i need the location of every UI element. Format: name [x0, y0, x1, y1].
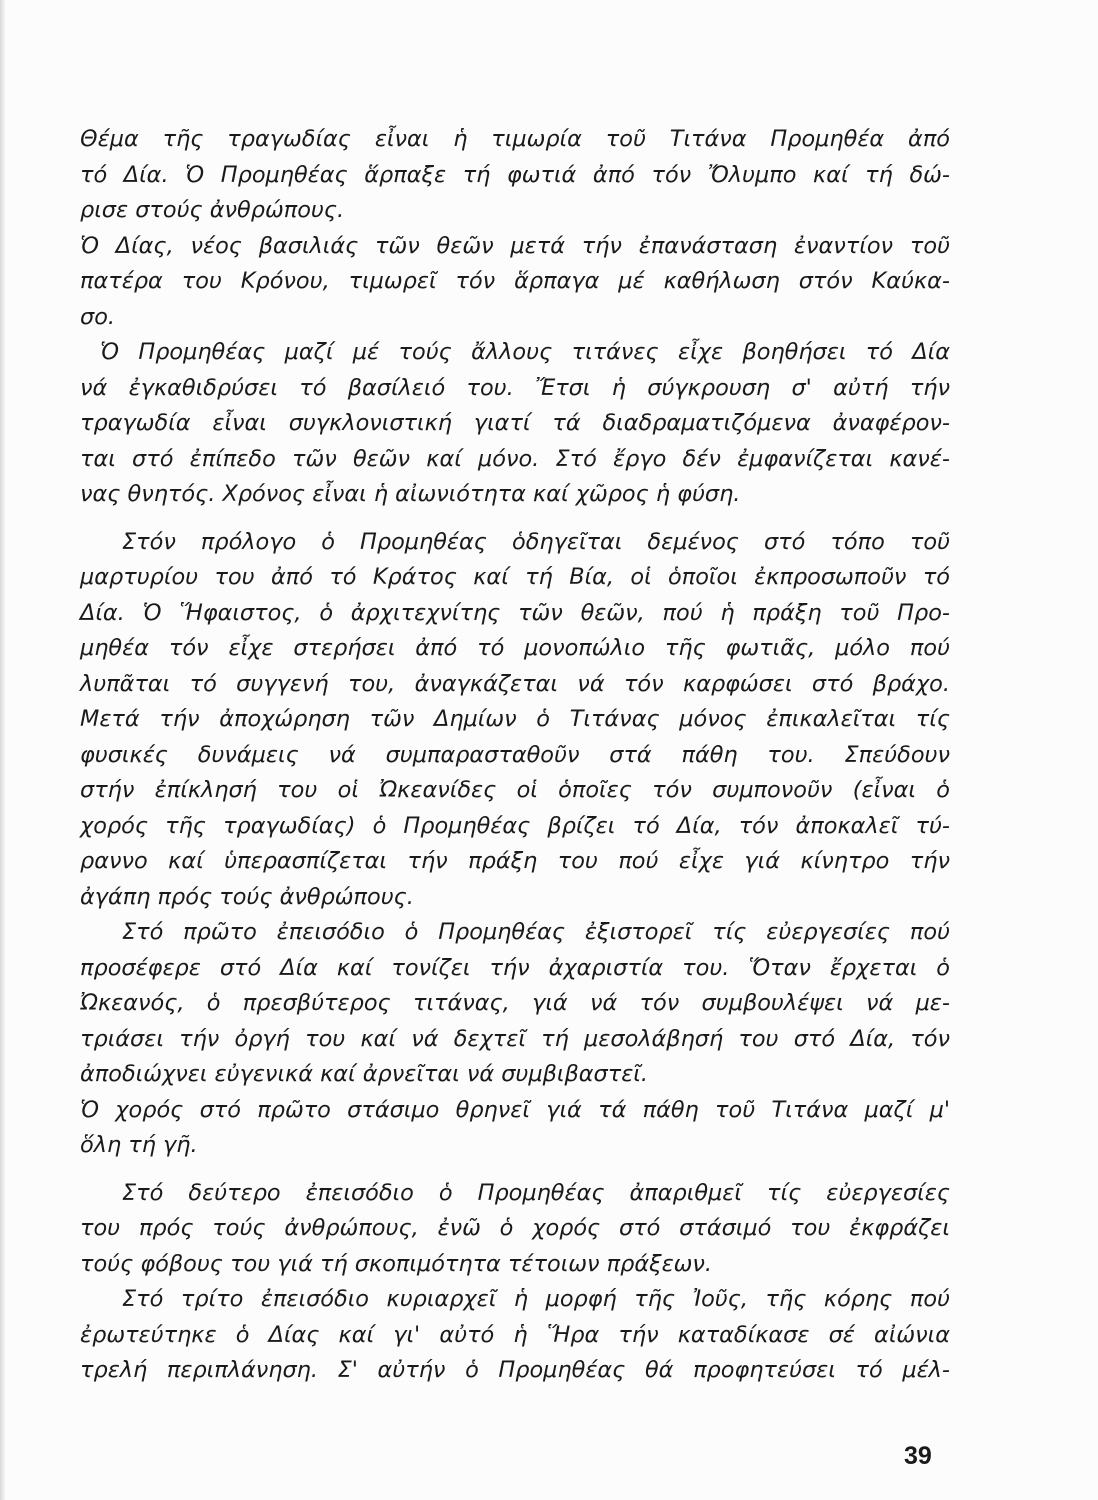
text-line: νά ἐγκαθιδρύσει τό βασίλειό του. Ἔτσι ἡ σύγκρουση σ' αὐτή τήν — [80, 374, 950, 401]
text-line: Δία. Ὁ Ἥφαιστος, ὁ ἀρχιτεχνίτης τῶν θεῶν, πού ἡ πράξη τοῦ Προ- — [80, 599, 950, 626]
text-line: Ὁ χορός στό πρῶτο στάσιμο θρηνεῖ γιά τά πάθη τοῦ Τιτάνα μαζί μ' — [80, 1096, 950, 1123]
text-line: φυσικές δυνάμεις νά συμπαρασταθοῦν στά πάθη του. Σπεύδουν — [80, 741, 950, 768]
text-line: Στό δεύτερο ἐπεισόδιο ὁ Προμηθέας ἀπαριθμεῖ τίς εὐεργεσίες — [122, 1179, 950, 1206]
paragraph-gap — [80, 1164, 950, 1176]
paragraph-first-episode — [80, 915, 950, 1093]
text-line: ραννο καί ὑπερασπίζεται τήν πράξη του πού εἶχε γιά κίνητρο τήν — [80, 848, 950, 874]
text-line: τρελή περιπλάνηση. Σ' αὐτήν ὁ Προμηθέας θά προφητεύσει τό μέλ- — [80, 1357, 950, 1383]
text-line: πατέρα του Κρόνου, τιμωρεῖ τόν ἅρπαγα μέ καθήλωση στόν Καύκα- — [80, 268, 950, 294]
text-line: ἐρωτεύτηκε ὁ Δίας καί γι' αὐτό ἡ Ἥρα τήν καταδίκασε σέ αἰώνια — [80, 1321, 950, 1348]
text-line: νας θνητός. Χρόνος εἶναι ἡ αἰωνιότητα καί χῶρος ἡ φύση. — [80, 481, 741, 507]
text-line: στήν ἐπίκλησή του οἱ Ὠκεανίδες οἱ ὁποῖες τόν συμπονοῦν (εἶναι ὁ — [80, 777, 950, 803]
text-line: Στό πρῶτο ἐπεισόδιο ὁ Προμηθέας ἐξιστορεῖ τίς εὐεργεσίες πού — [122, 919, 950, 945]
text-line: τραγωδία εἶναι συγκλονιστική γιατί τά διαδραματιζόμενα ἀναφέρον- — [80, 410, 950, 436]
text-line: τριάσει τήν ὀργή του καί νά δεχτεῖ τή μεσολάβησή του στό Δία, τόν — [80, 1025, 950, 1052]
text-line: Θέμα τῆς τραγωδίας εἶναι ἡ τιμωρία τοῦ Τιτάνα Προμηθέα ἀπό — [80, 126, 950, 152]
paragraph-second-episode — [80, 1176, 950, 1283]
text-line: σο. — [80, 303, 116, 330]
text-line: τό Δία. Ὁ Προμηθέας ἅρπαξε τή φωτιά ἀπό τόν Ὄλυμπο καί τή δώ- — [80, 161, 950, 188]
body-text — [80, 122, 950, 1389]
text-line: λυπᾶται τό συγγενή του, ἀναγκάζεται νά τόν καρφώσει στό βράχο. — [80, 670, 950, 697]
text-line: ρισε στούς ἀνθρώπους. — [80, 197, 345, 223]
text-line: μηθέα τόν εἶχε στερήσει ἀπό τό μονοπώλιο τῆς φωτιᾶς, μόλο πού — [80, 635, 950, 661]
page-number: 39 — [904, 1442, 932, 1470]
text-line: του πρός τούς ἀνθρώπους, ἐνῶ ὁ χορός στό στάσιμό του ἐκφράζει — [80, 1215, 950, 1241]
paragraph-conflict — [80, 335, 950, 513]
text-line: Ὠκεανός, ὁ πρεσβύτερος τιτάνας, γιά νά τόν συμβουλέψει νά με- — [80, 990, 950, 1016]
paragraph-zeus — [80, 229, 950, 336]
text-line: Στό τρίτο ἐπεισόδιο κυριαρχεῖ ἡ μορφή τῆς Ἰοῦς, τῆς κόρης πού — [122, 1286, 950, 1312]
text-line: ται στό ἐπίπεδο τῶν θεῶν καί μόνο. Στό ἔργο δέν ἐμφανίζεται κανέ- — [80, 445, 950, 472]
text-line: Μετά τήν ἀποχώρηση τῶν Δημίων ὁ Τιτάνας μόνος ἐπικαλεῖται τίς — [80, 706, 950, 732]
text-line: προσέφερε στό Δία καί τονίζει τήν ἀχαριστία του. Ὅταν ἔρχεται ὁ — [80, 954, 950, 981]
paragraph-third-episode — [80, 1282, 950, 1389]
text-line: Στόν πρόλογο ὁ Προμηθέας ὁδηγεῖται δεμένος στό τόπο τοῦ — [122, 528, 950, 555]
text-line: μαρτυρίου του ἀπό τό Κράτος καί τή Βία, οἱ ὁποῖοι ἐκπροσωποῦν τό — [80, 564, 950, 590]
paragraph-theme — [80, 122, 950, 229]
text-line: Ὁ Δίας, νέος βασιλιάς τῶν θεῶν μετά τήν ἐπανάσταση ἐναντίον τοῦ — [80, 232, 950, 259]
text-line: ἀγάπη πρός τούς ἀνθρώπους. — [80, 883, 414, 910]
text-line: Ὁ Προμηθέας μαζί μέ τούς ἄλλους τιτάνες εἶχε βοηθήσει τό Δία — [100, 339, 950, 365]
text-line: ὅλη τή γῆ. — [80, 1132, 198, 1158]
text-line: τούς φόβους του γιά τή σκοπιμότητα τέτοιων πράξεων. — [80, 1250, 713, 1277]
paragraph-prologue — [80, 525, 950, 916]
paragraph-first-stasimon — [80, 1093, 950, 1164]
text-line: χορός τῆς τραγωδίας) ὁ Προμηθέας βρίζει τό Δία, τόν ἀποκαλεῖ τύ- — [80, 812, 950, 839]
text-line: ἀποδιώχνει εὐγενικά καί ἀρνεῖται νά συμβιβαστεῖ. — [80, 1061, 648, 1087]
paragraph-gap — [80, 513, 950, 525]
page-edge-shadow — [0, 0, 6, 1500]
